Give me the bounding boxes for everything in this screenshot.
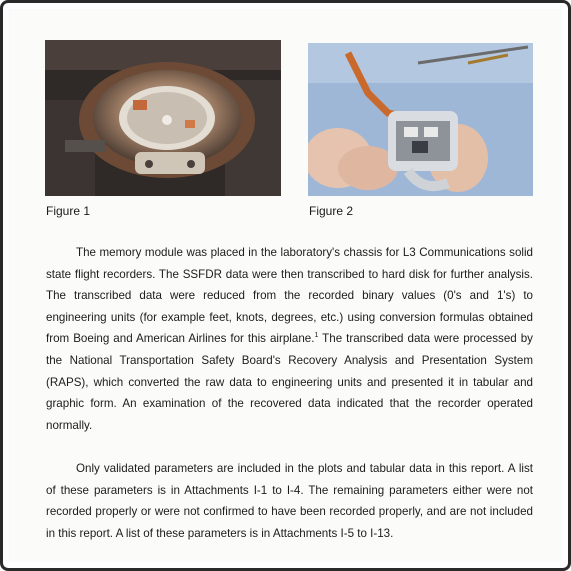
- figure-1-photo: [45, 40, 281, 196]
- figure-1-caption: Figure 1: [46, 204, 91, 218]
- paragraph-1-text-a: The memory module was placed in the laboratory's chassis for L3 Communications solid state flight recorders. The SSFDR data were then transcribed to hard disk for further analysis. The transcribed data were reduced from the recorded binary values (0's and 1's) to engineering units (for example feet, knots, degrees, etc.) using conversion formulas obtained from Boeing and American Airlines for this airplane.: [46, 246, 533, 346]
- body-paragraph-1: [46, 242, 533, 436]
- figure-2-photo: [308, 43, 533, 196]
- figure-2-caption: Figure 2: [309, 204, 354, 218]
- footnote-reference: 1: [314, 332, 319, 340]
- body-paragraph-2: Only validated parameters are included in the plots and tabular data in this report. A list of these parameters is in Attachments I-1 to I-4. The remaining parameters either were not recorded properly or were not confirmed to have been recorded properly, and are not included in this report. A list of these parameters is in Attachments I-5 to I-13.: [46, 462, 533, 540]
- paragraph-1-text-b: The transcribed data were processed by the National Transportation Safety Board's Recovery Analysis and Presentation System (RAPS), which converted the raw data to engineering units and presented it in tabular and graphic form. An examination of the recovered data indicated that the recorder operated normally.: [46, 332, 533, 432]
